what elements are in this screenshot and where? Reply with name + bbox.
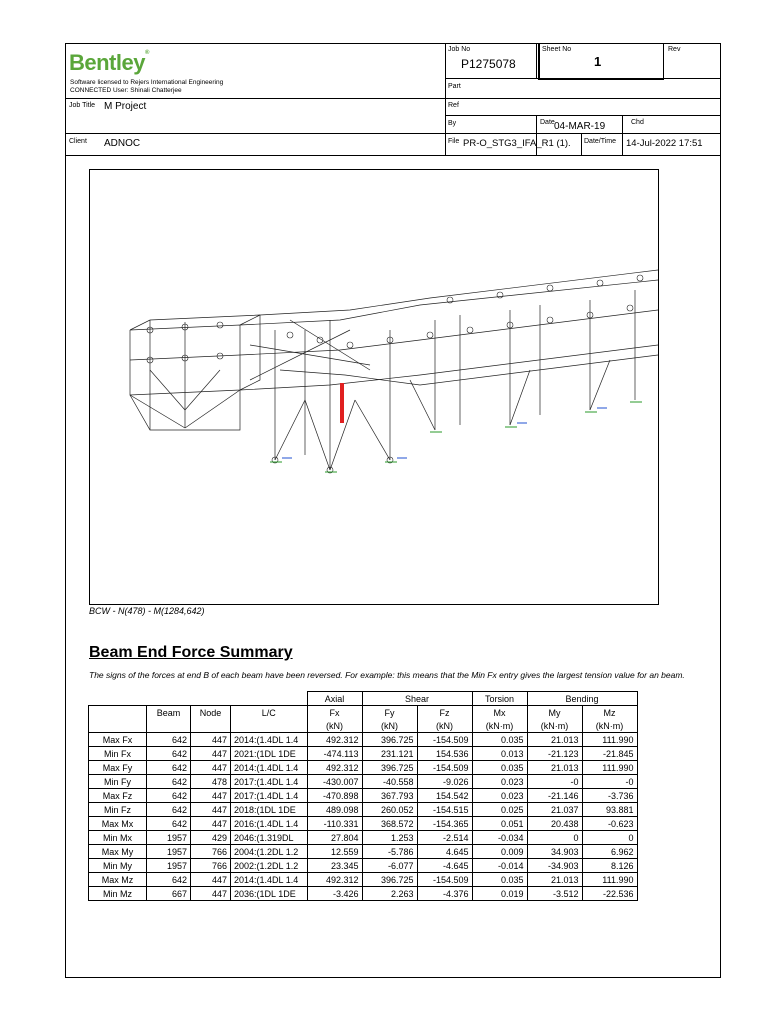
table-cell: 93.881	[582, 803, 637, 817]
table-cell: 478	[191, 775, 231, 789]
col-my: My	[527, 706, 582, 720]
rev-label: Rev	[668, 46, 681, 53]
table-cell: 0.051	[472, 817, 527, 831]
units-row	[89, 719, 638, 733]
by-label: By	[448, 120, 457, 127]
row-label: Max Mz	[89, 873, 147, 887]
table-cell: 2002:(1.2DL 1.2	[231, 859, 308, 873]
table-cell: 111.990	[582, 733, 637, 747]
title-block	[66, 44, 720, 156]
row-label: Min Fx	[89, 747, 147, 761]
table-cell: 667	[147, 887, 191, 901]
group-axial: Axial	[307, 692, 362, 706]
ref-label: Ref	[448, 102, 459, 109]
table-cell: 642	[147, 873, 191, 887]
table-cell: 21.013	[527, 761, 582, 775]
row-label: Max My	[89, 845, 147, 859]
table-cell: 231.121	[362, 747, 417, 761]
table-cell: -0.034	[472, 831, 527, 845]
table-cell: 642	[147, 733, 191, 747]
table-cell: 0.013	[472, 747, 527, 761]
client-label: Client	[69, 138, 87, 145]
table-cell: 2004:(1.2DL 1.2	[231, 845, 308, 859]
table-row	[89, 803, 638, 817]
sheet-no-label: Sheet No	[542, 46, 572, 53]
chd-label: Chd	[631, 119, 644, 126]
table-cell: 396.725	[362, 873, 417, 887]
table-cell: -3.426	[307, 887, 362, 901]
table-cell: 34.903	[527, 845, 582, 859]
table-cell: 154.542	[417, 789, 472, 803]
table-cell: 492.312	[307, 733, 362, 747]
unit-fy: (kN)	[362, 719, 417, 733]
table-cell: -22.536	[582, 887, 637, 901]
datetime-value: 14-Jul-2022 17:51	[626, 138, 703, 149]
table-row	[89, 873, 638, 887]
table-cell: -21.845	[582, 747, 637, 761]
col-fx: Fx	[307, 706, 362, 720]
structural-model-view	[89, 169, 659, 605]
table-cell: 2016:(1.4DL 1.4	[231, 817, 308, 831]
column-header-row	[89, 706, 638, 720]
table-cell: -154.365	[417, 817, 472, 831]
col-mx: Mx	[472, 706, 527, 720]
table-cell: 0.035	[472, 733, 527, 747]
col-fy: Fy	[362, 706, 417, 720]
table-cell: 447	[191, 789, 231, 803]
table-cell: 2017:(1.4DL 1.4	[231, 775, 308, 789]
table-cell: -40.558	[362, 775, 417, 789]
row-label: Min Mz	[89, 887, 147, 901]
table-cell: 0.035	[472, 873, 527, 887]
table-cell: 0	[582, 831, 637, 845]
table-cell: 2046:(1.319DL	[231, 831, 308, 845]
table-cell: 2014:(1.4DL 1.4	[231, 761, 308, 775]
table-cell: -154.515	[417, 803, 472, 817]
table-cell: -154.509	[417, 733, 472, 747]
table-row	[89, 859, 638, 873]
table-cell: -21.146	[527, 789, 582, 803]
col-beam: Beam	[147, 706, 191, 720]
table-cell: -4.645	[417, 859, 472, 873]
table-cell: 27.804	[307, 831, 362, 845]
table-cell: -474.113	[307, 747, 362, 761]
table-cell: 642	[147, 817, 191, 831]
table-cell: 1957	[147, 859, 191, 873]
col-mz: Mz	[582, 706, 637, 720]
table-cell: 396.725	[362, 733, 417, 747]
table-row	[89, 747, 638, 761]
beam-end-force-table	[88, 691, 638, 901]
date-value: 04-MAR-19	[554, 121, 606, 132]
table-cell: -110.331	[307, 817, 362, 831]
table-cell: 8.126	[582, 859, 637, 873]
unit-fz: (kN)	[417, 719, 472, 733]
table-cell: 447	[191, 761, 231, 775]
table-cell: -3.736	[582, 789, 637, 803]
table-cell: 1.253	[362, 831, 417, 845]
table-row	[89, 817, 638, 831]
table-cell: 111.990	[582, 761, 637, 775]
group-torsion: Torsion	[472, 692, 527, 706]
table-cell: -154.509	[417, 761, 472, 775]
table-cell: 2014:(1.4DL 1.4	[231, 733, 308, 747]
table-cell: 642	[147, 747, 191, 761]
row-label: Max Mx	[89, 817, 147, 831]
table-cell: -154.509	[417, 873, 472, 887]
table-cell: -2.514	[417, 831, 472, 845]
group-header-row	[89, 692, 638, 706]
table-row	[89, 761, 638, 775]
table-row	[89, 887, 638, 901]
table-cell: -3.512	[527, 887, 582, 901]
table-row	[89, 845, 638, 859]
figure-caption: BCW - N(478) - M(1284,642)	[89, 606, 205, 616]
row-label: Min My	[89, 859, 147, 873]
table-cell: 368.572	[362, 817, 417, 831]
table-cell: 21.013	[527, 873, 582, 887]
table-cell: -5.786	[362, 845, 417, 859]
file-value: PR-O_STG3_IFA_R1 (1).	[463, 138, 571, 149]
license-line-1: Software licensed to Rejers International Engineering	[70, 79, 224, 86]
datetime-label: Date/Time	[584, 138, 617, 145]
table-cell: 492.312	[307, 873, 362, 887]
table-cell: 642	[147, 761, 191, 775]
table-cell: 2014:(1.4DL 1.4	[231, 873, 308, 887]
row-label: Max Fx	[89, 733, 147, 747]
table-cell: -0.014	[472, 859, 527, 873]
group-shear: Shear	[362, 692, 472, 706]
table-cell: 766	[191, 859, 231, 873]
table-cell: -21.123	[527, 747, 582, 761]
file-label: File	[448, 138, 460, 145]
job-no: P1275078	[461, 57, 516, 71]
table-cell: 766	[191, 845, 231, 859]
col-node: Node	[191, 706, 231, 720]
table-cell: 489.098	[307, 803, 362, 817]
structural-3d-model-icon	[90, 170, 658, 604]
table-cell: 0.019	[472, 887, 527, 901]
table-cell: 447	[191, 873, 231, 887]
table-cell: 447	[191, 803, 231, 817]
row-label: Max Fy	[89, 761, 147, 775]
table-cell: 0.023	[472, 789, 527, 803]
table-row	[89, 831, 638, 845]
table-cell: 642	[147, 803, 191, 817]
col-lc: L/C	[231, 706, 308, 720]
table-cell: 20.438	[527, 817, 582, 831]
unit-fx: (kN)	[307, 719, 362, 733]
row-label: Min Fz	[89, 803, 147, 817]
table-cell: 4.645	[417, 845, 472, 859]
table-cell: -0	[527, 775, 582, 789]
table-cell: 21.013	[527, 733, 582, 747]
table-cell: 0.025	[472, 803, 527, 817]
sheet-no: 1	[594, 54, 602, 69]
table-cell: 6.962	[582, 845, 637, 859]
table-cell: 396.725	[362, 761, 417, 775]
row-label: Min Mx	[89, 831, 147, 845]
bentley-logo: Bentley®	[69, 50, 149, 75]
table-cell: 447	[191, 747, 231, 761]
table-cell: 492.312	[307, 761, 362, 775]
sign-convention-note: The signs of the forces at end B of each beam have been reversed. For example: this means that the Min Fx entry gives the largest tension value for an beam.	[89, 670, 685, 680]
date-label: Date	[540, 119, 555, 126]
table-cell: 23.345	[307, 859, 362, 873]
table-cell: -430.007	[307, 775, 362, 789]
table-cell: 111.990	[582, 873, 637, 887]
table-cell: 642	[147, 775, 191, 789]
unit-mz: (kN·m)	[582, 719, 637, 733]
table-row	[89, 775, 638, 789]
table-cell: 2036:(1DL 1DE	[231, 887, 308, 901]
table-cell: -0	[582, 775, 637, 789]
table-cell: 0.035	[472, 761, 527, 775]
table-cell: -6.077	[362, 859, 417, 873]
job-title-label: Job Title	[69, 102, 96, 109]
table-cell: 154.536	[417, 747, 472, 761]
table-cell: 367.793	[362, 789, 417, 803]
table-cell: 2018:(1DL 1DE	[231, 803, 308, 817]
table-cell: 447	[191, 887, 231, 901]
table-cell: 429	[191, 831, 231, 845]
table-cell: 0	[527, 831, 582, 845]
unit-mx: (kN·m)	[472, 719, 527, 733]
table-cell: 260.052	[362, 803, 417, 817]
part-label: Part	[448, 83, 461, 90]
group-bending: Bending	[527, 692, 637, 706]
table-row	[89, 789, 638, 803]
table-row	[89, 733, 638, 747]
unit-my: (kN·m)	[527, 719, 582, 733]
table-cell: -4.376	[417, 887, 472, 901]
job-title: M Project	[104, 101, 147, 112]
table-cell: 2.263	[362, 887, 417, 901]
table-cell: 0.023	[472, 775, 527, 789]
table-cell: 2021:(1DL 1DE	[231, 747, 308, 761]
table-cell: -470.898	[307, 789, 362, 803]
table-cell: -9.026	[417, 775, 472, 789]
client-value: ADNOC	[104, 138, 141, 149]
table-cell: -0.623	[582, 817, 637, 831]
row-label: Min Fy	[89, 775, 147, 789]
table-cell: 12.559	[307, 845, 362, 859]
table-cell: 447	[191, 817, 231, 831]
table-cell: 1957	[147, 845, 191, 859]
license-line-2: CONNECTED User: Shinali Chatterjee	[70, 87, 182, 94]
calculation-sheet	[65, 43, 721, 978]
col-fz: Fz	[417, 706, 472, 720]
section-title: Beam End Force Summary	[89, 644, 293, 661]
table-cell: -34.903	[527, 859, 582, 873]
job-no-label: Job No	[448, 46, 471, 53]
table-cell: 447	[191, 733, 231, 747]
table-cell: 1957	[147, 831, 191, 845]
row-label: Max Fz	[89, 789, 147, 803]
table-cell: 2017:(1.4DL 1.4	[231, 789, 308, 803]
table-cell: 0.009	[472, 845, 527, 859]
table-cell: 21.037	[527, 803, 582, 817]
table-cell: 642	[147, 789, 191, 803]
